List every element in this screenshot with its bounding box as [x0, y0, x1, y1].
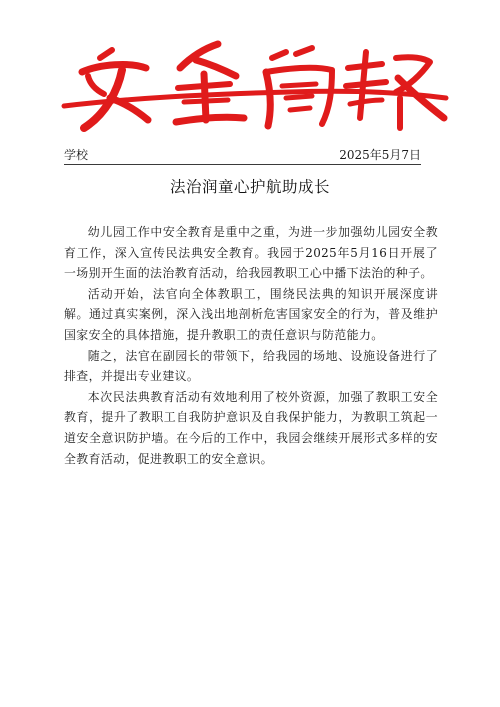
article-paragraph: 活动开始，法官向全体教职工，围绕民法典的知识开展深度讲解。通过真实案例，深入浅出地剖析危害国家安全的行为，普及维护国家安全的具体措施，提升教职工的责任意识与防范能力。 — [64, 286, 438, 342]
issue-date: 2025年5月7日 — [339, 148, 421, 162]
article-title: 法治润童心护航助成长 — [169, 178, 330, 196]
masthead-calligraphy — [60, 28, 450, 138]
article-body — [64, 222, 438, 469]
masthead-logo — [60, 28, 450, 138]
article-paragraph: 随之，法官在副园长的带领下，给我园的场地、设施设备进行了排查，并提出专业建议。 — [64, 348, 438, 384]
article-paragraph: 本次民法典教育活动有效地利用了校外资源，加强了教职工安全教育，提升了教职工自我防护意识及自我保护能力，为教职工筑起一道安全意识防护墙。在今后的工作中，我园会继续开展形式多样的安全教育活动，促进教职工的安全意识。 — [64, 389, 438, 466]
article-paragraph: 幼儿园工作中安全教育是重中之重，为进一步加强幼儿园安全教育工作，深入宣传民法典安全教育。我园于2025年5月16日开展了一场别开生面的法治教育活动，给我园教职工心中播下法治的种子。 — [64, 225, 438, 281]
masthead-meta-row — [64, 148, 421, 165]
organization-label: 学校 — [64, 148, 89, 162]
